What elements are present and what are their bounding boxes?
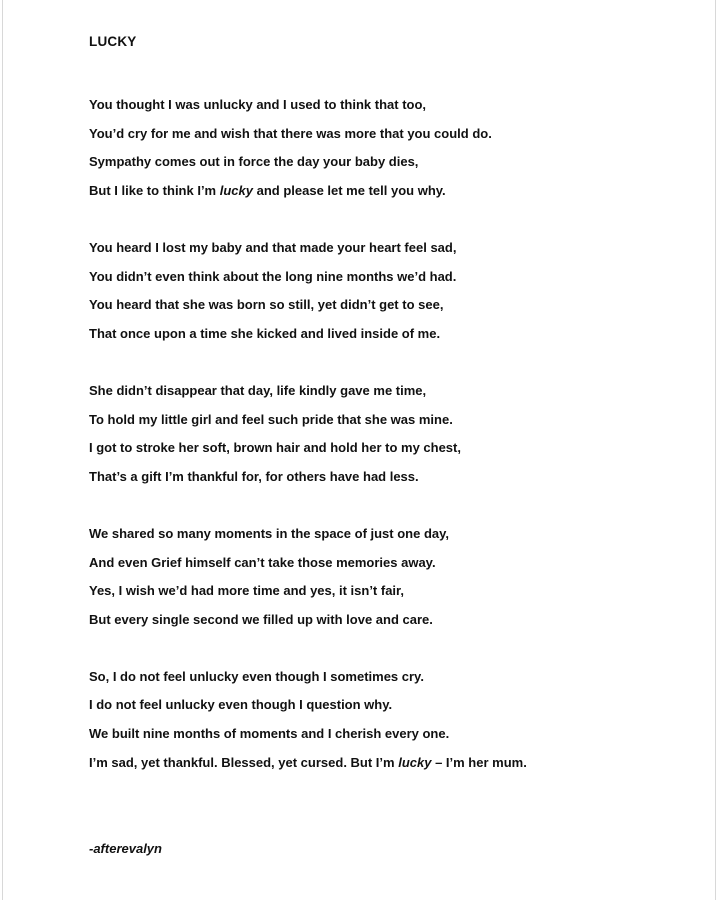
poem-line: And even Grief himself can’t take those memories away. — [89, 554, 436, 570]
stanza — [89, 667, 689, 781]
poem-line: That once upon a time she kicked and lived inside of me. — [89, 325, 441, 341]
poem-line: I got to stroke her soft, brown hair and hold her to my chest, — [89, 440, 461, 456]
poem-line — [89, 753, 689, 782]
poem-line: You heard that she was born so still, yet didn’t get to see, — [89, 297, 444, 313]
stanza — [89, 238, 689, 352]
line-segment: and please let me tell you why. — [252, 182, 446, 198]
poem-body — [89, 95, 689, 810]
italic-emphasis: lucky — [398, 754, 432, 770]
poem-line: She didn’t disappear that day, life kindly gave me time, — [89, 382, 427, 398]
poem-line: We shared so many moments in the space of just one day, — [89, 525, 450, 541]
poem-line: So, I do not feel unlucky even though I sometimes cry. — [89, 668, 424, 684]
poem-line: Sympathy comes out in force the day your baby dies, — [89, 154, 419, 170]
poem-line: We built nine months of moments and I cherish every one. — [89, 726, 450, 742]
document-page — [2, 0, 716, 900]
poem-line: You thought I was unlucky and I used to think that too, — [89, 97, 427, 112]
author-signature: -afterevalyn — [89, 841, 162, 856]
line-segment: I’m sad, yet thankful. Blessed, yet cursed. But I’m — [89, 754, 399, 770]
poem-line: I do not feel unlucky even though I question why. — [89, 697, 393, 713]
poem-line: But every single second we filled up with love and care. — [89, 611, 433, 627]
poem-line: You didn’t even think about the long nine months we’d had. — [89, 268, 457, 284]
line-segment: But I like to think I’m — [89, 182, 220, 198]
poem-line — [89, 181, 689, 210]
poem-line: You’d cry for me and wish that there was more that you could do. — [89, 125, 492, 141]
poem-line: Yes, I wish we’d had more time and yes, it isn’t fair, — [89, 583, 404, 599]
stanza — [89, 95, 689, 209]
poem-title: LUCKY — [89, 34, 137, 49]
poem-line: To hold my little girl and feel such pride that she was mine. — [89, 411, 453, 427]
stanza — [89, 524, 689, 638]
poem-line: You heard I lost my baby and that made your heart feel sad, — [89, 239, 457, 255]
line-segment: – I’m her mum. — [431, 754, 527, 770]
italic-emphasis: lucky — [219, 182, 253, 198]
poem-line: That’s a gift I’m thankful for, for others have had less. — [89, 468, 419, 484]
stanza — [89, 381, 689, 495]
